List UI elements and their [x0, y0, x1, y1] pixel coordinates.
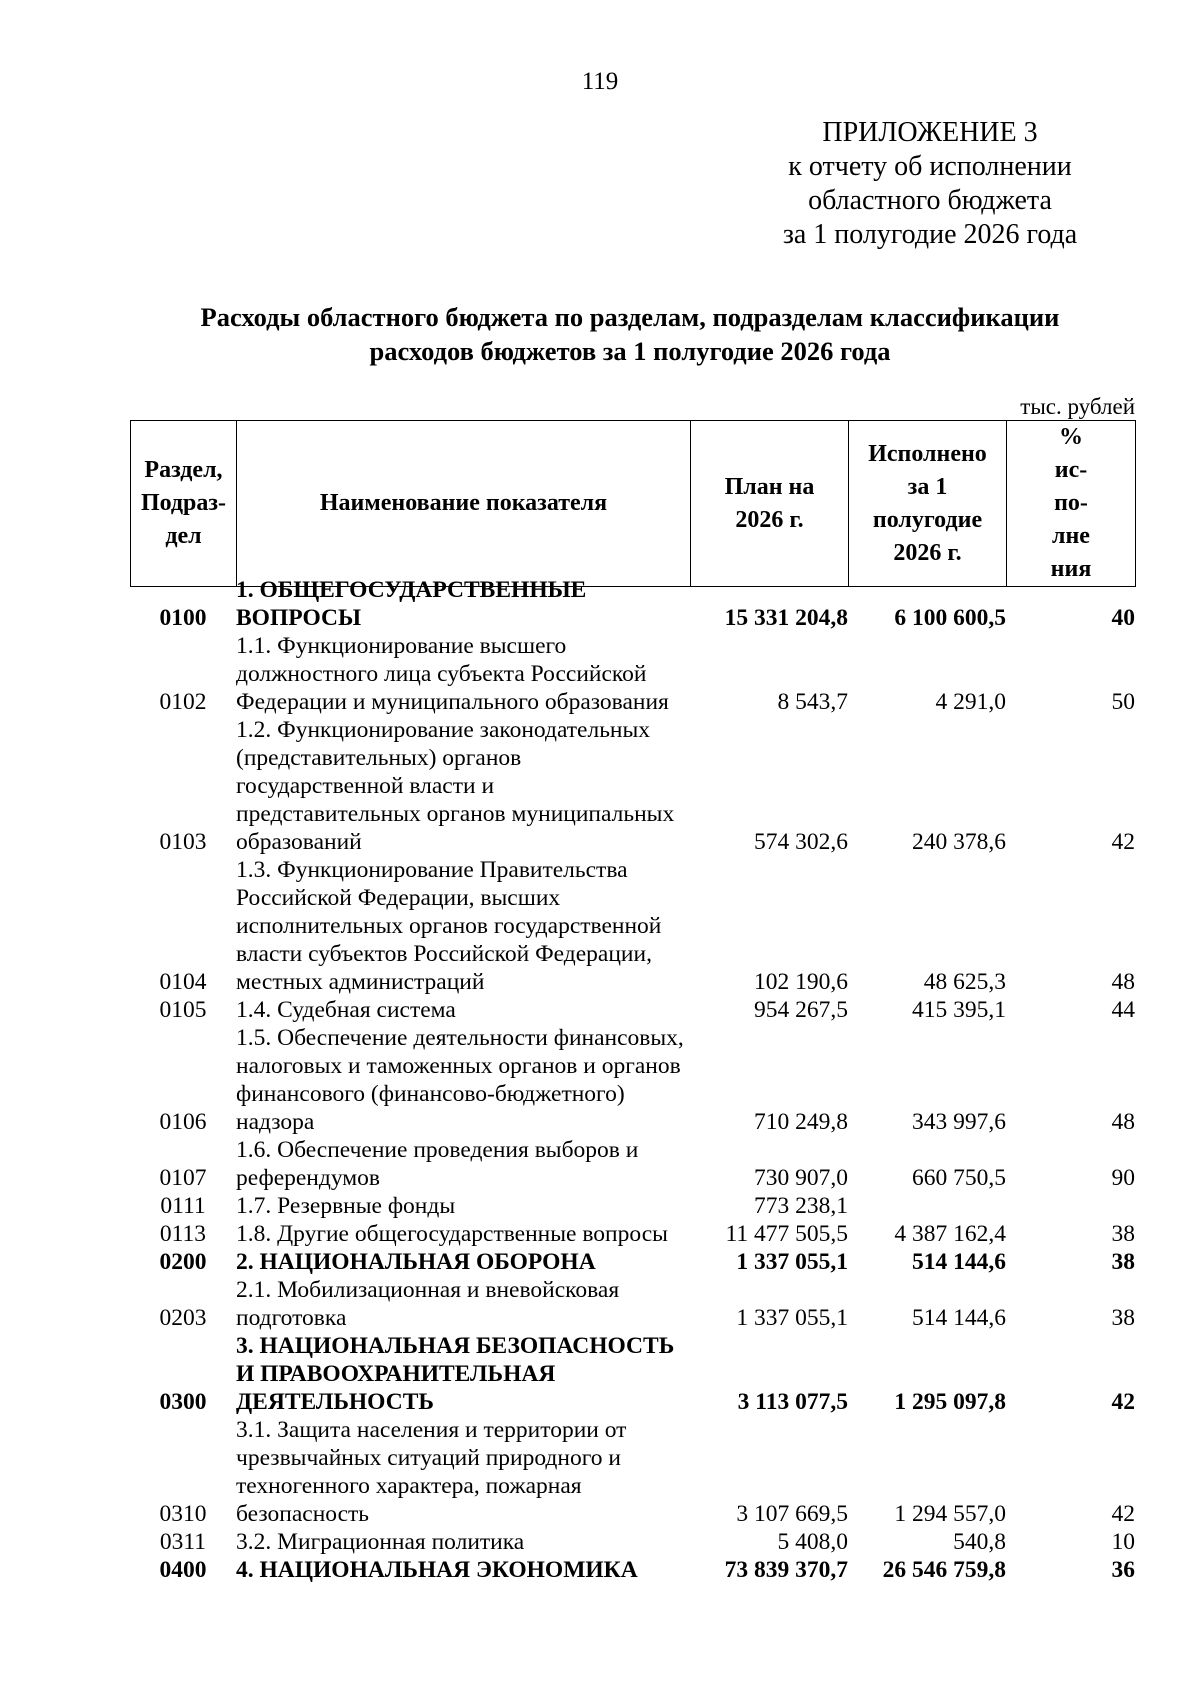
table-row: [130, 632, 1135, 716]
row-percent: 10: [1111, 1529, 1135, 1555]
row-percent: 38: [1111, 1221, 1135, 1247]
row-code: 0111: [160, 1193, 206, 1219]
row-name: [236, 1024, 690, 1136]
row-name-line: местных администраций: [236, 969, 485, 995]
row-executed: 540,8: [953, 1529, 1006, 1555]
appendix-block: [760, 116, 1100, 252]
document-title: [60, 300, 1200, 368]
row-name-line: 1.1. Функционирование высшего: [236, 633, 567, 659]
row-name-line: 1.5. Обеспечение деятельности финансовых,: [236, 1025, 684, 1051]
row-name-line: Федерации и муниципального образования: [236, 689, 669, 715]
table-row: [130, 996, 1135, 1024]
row-code: 0311: [159, 1529, 207, 1555]
row-name: [236, 716, 690, 856]
row-plan: 710 249,8: [754, 1109, 848, 1135]
row-name-line: Российской Федерации, высших: [236, 885, 561, 911]
table-row: [130, 1556, 1135, 1584]
header-percent: % ис- по- лне ния: [1007, 421, 1136, 587]
row-name: [236, 576, 690, 632]
row-name-line: представительных органов муниципальных: [236, 801, 675, 827]
row-percent: 42: [1111, 829, 1135, 855]
row-name: [236, 1528, 690, 1556]
row-executed: 4 291,0: [935, 689, 1006, 715]
row-percent: 48: [1111, 969, 1135, 995]
row-percent: 38: [1111, 1249, 1135, 1275]
table-row: [130, 856, 1135, 996]
row-code: 0100: [159, 605, 207, 631]
table-row: [130, 576, 1135, 632]
row-name: [236, 1220, 690, 1248]
appendix-line-1: к отчету об исполнении: [788, 151, 1072, 182]
row-name-line: (представительных) органов: [236, 745, 522, 771]
row-code: 0400: [159, 1557, 207, 1583]
row-name-line: 1.3. Функционирование Правительства: [236, 857, 628, 883]
table-row: [130, 716, 1135, 856]
row-plan: 11 477 505,5: [725, 1221, 848, 1247]
page-number: 119: [581, 68, 619, 95]
row-name-line: государственной власти и: [236, 773, 495, 799]
row-executed: 660 750,5: [912, 1165, 1006, 1191]
row-name: [236, 1332, 690, 1416]
row-name-line: 1. ОБЩЕГОСУДАРСТВЕННЫЕ: [236, 577, 587, 603]
row-code: 0104: [159, 969, 207, 995]
row-name-line: 4. НАЦИОНАЛЬНАЯ ЭКОНОМИКА: [236, 1557, 638, 1583]
table-row: [130, 1528, 1135, 1556]
row-name-line: образований: [236, 829, 362, 855]
table-row: [130, 1332, 1135, 1416]
header-name: Наименование показателя: [237, 421, 691, 587]
row-name: [236, 1416, 690, 1528]
row-plan: 5 408,0: [777, 1529, 848, 1555]
row-executed: 48 625,3: [923, 969, 1006, 995]
row-percent: 42: [1111, 1389, 1135, 1415]
row-name-line: 2. НАЦИОНАЛЬНАЯ ОБОРОНА: [236, 1249, 596, 1275]
row-name: [236, 996, 690, 1024]
row-plan: 730 907,0: [754, 1165, 848, 1191]
row-plan: 954 267,5: [754, 997, 848, 1023]
row-name: [236, 1556, 690, 1584]
row-plan: 73 839 370,7: [724, 1557, 848, 1583]
row-executed: 1 295 097,8: [894, 1389, 1006, 1415]
header-code: Раздел, Подраз- дел: [131, 421, 237, 587]
row-name-line: безопасность: [236, 1501, 370, 1527]
appendix-title: ПРИЛОЖЕНИЕ 3: [822, 117, 1038, 148]
row-name-line: подготовка: [236, 1305, 347, 1331]
table-row: [130, 1136, 1135, 1192]
row-executed: [848, 1192, 1006, 1220]
row-name-line: 1.7. Резервные фонды: [236, 1193, 456, 1219]
row-percent: 40: [1111, 605, 1135, 631]
row-name-line: 2.1. Мобилизационная и вневойсковая: [236, 1277, 620, 1303]
row-name-line: 1.4. Судебная система: [236, 997, 456, 1023]
row-plan: 574 302,6: [754, 829, 848, 855]
row-percent: 36: [1111, 1557, 1135, 1583]
row-name-line: налоговых и таможенных органов и органов: [236, 1053, 681, 1079]
row-plan: 3 107 669,5: [736, 1501, 848, 1527]
row-name: [236, 1192, 690, 1220]
table-row: [130, 1024, 1135, 1136]
row-name-line: И ПРАВООХРАНИТЕЛЬНАЯ: [236, 1361, 556, 1387]
row-plan: 8 543,7: [777, 689, 848, 715]
row-name-line: 3.1. Защита населения и территории от: [236, 1417, 627, 1443]
row-code: 0113: [159, 1221, 207, 1247]
table-row: [130, 1220, 1135, 1248]
row-plan: 15 331 204,8: [724, 605, 848, 631]
row-code: 0200: [159, 1249, 207, 1275]
row-code: 0300: [159, 1389, 207, 1415]
row-name-line: 1.6. Обеспечение проведения выборов и: [236, 1137, 639, 1163]
header-plan: План на 2026 г.: [691, 421, 849, 587]
table-row: [130, 1192, 1135, 1220]
unit-label: тыс. рублей: [1020, 394, 1135, 419]
row-percent: 90: [1111, 1165, 1135, 1191]
row-executed: 6 100 600,5: [894, 605, 1006, 631]
row-name-line: 3.2. Миграционная политика: [236, 1529, 525, 1555]
row-executed: 514 144,6: [912, 1305, 1006, 1331]
row-name: [236, 1276, 690, 1332]
row-plan: 102 190,6: [754, 969, 848, 995]
row-percent: 44: [1111, 997, 1135, 1023]
row-name-line: 1.8. Другие общегосударственные вопросы: [236, 1221, 668, 1247]
row-executed: 415 395,1: [912, 997, 1006, 1023]
row-code: 0102: [159, 689, 207, 715]
row-name: [236, 856, 690, 996]
row-plan: 1 337 055,1: [736, 1249, 848, 1275]
row-percent: 42: [1111, 1501, 1135, 1527]
row-executed: 514 144,6: [912, 1249, 1006, 1275]
table-row: [130, 1276, 1135, 1332]
row-name-line: надзора: [236, 1109, 315, 1135]
row-name-line: референдумов: [236, 1165, 380, 1191]
row-executed: 343 997,6: [912, 1109, 1006, 1135]
document-title-line-2: расходов бюджетов за 1 полугодие 2026 года: [369, 336, 891, 366]
row-name-line: власти субъектов Российской Федерации,: [236, 941, 652, 967]
document-title-line-1: Расходы областного бюджета по разделам, подразделам классификации: [200, 302, 1060, 332]
row-percent: 50: [1111, 689, 1135, 715]
table-row: [130, 1416, 1135, 1528]
row-name: [236, 632, 690, 716]
row-plan: 3 113 077,5: [737, 1389, 848, 1415]
expenses-table: [130, 576, 1135, 1584]
row-percent: 48: [1111, 1109, 1135, 1135]
row-name: [236, 1248, 690, 1276]
row-name-line: 1.2. Функционирование законодательных: [236, 717, 651, 743]
row-executed: 240 378,6: [912, 829, 1006, 855]
table-header: [130, 420, 1136, 587]
row-name-line: финансового (финансово-бюджетного): [236, 1081, 625, 1107]
row-percent: [1006, 1192, 1135, 1220]
appendix-line-3: за 1 полугодие 2026 года: [782, 219, 1078, 250]
appendix-line-2: областного бюджета: [808, 185, 1052, 216]
row-name-line: техногенного характера, пожарная: [236, 1473, 582, 1499]
row-executed: 4 387 162,4: [894, 1221, 1006, 1247]
row-code: 0310: [159, 1501, 207, 1527]
row-code: 0105: [159, 997, 207, 1023]
row-name: [236, 1136, 690, 1192]
row-name-line: исполнительных органов государственной: [236, 913, 662, 939]
header-executed: Исполнено за 1 полугодие 2026 г.: [849, 421, 1007, 587]
row-code: 0107: [159, 1165, 207, 1191]
row-name-line: 3. НАЦИОНАЛЬНАЯ БЕЗОПАСНОСТЬ: [236, 1333, 675, 1359]
row-executed: 1 294 557,0: [894, 1501, 1006, 1527]
table-row: [130, 1248, 1135, 1276]
row-name-line: чрезвычайных ситуаций природного и: [236, 1445, 621, 1471]
row-name-line: ДЕЯТЕЛЬНОСТЬ: [236, 1389, 434, 1415]
row-code: 0106: [159, 1109, 207, 1135]
row-code: 0103: [159, 829, 207, 855]
row-code: 0203: [159, 1305, 207, 1331]
row-name-line: должностного лица субъекта Российской: [236, 661, 647, 687]
row-plan: 773 238,1: [754, 1193, 848, 1219]
row-executed: 26 546 759,8: [882, 1557, 1006, 1583]
row-percent: 38: [1111, 1305, 1135, 1331]
row-plan: 1 337 055,1: [736, 1305, 848, 1331]
row-name-line: ВОПРОСЫ: [236, 605, 362, 631]
